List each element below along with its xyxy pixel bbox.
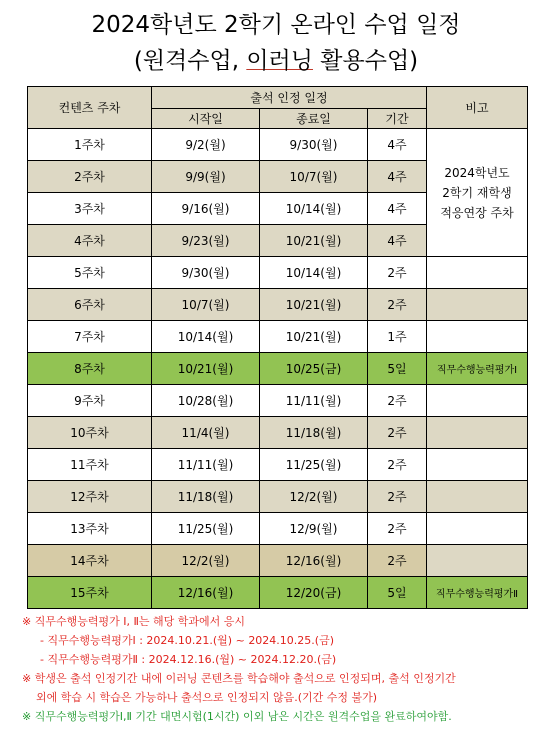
cell-end: 12/20(금) — [260, 577, 368, 609]
cell-end: 10/14(월) — [260, 257, 368, 289]
cell-end: 12/16(월) — [260, 545, 368, 577]
cell-week: 9주차 — [28, 385, 152, 417]
cell-end: 10/21(월) — [260, 289, 368, 321]
cell-start: 9/9(월) — [152, 161, 260, 193]
cell-note: 직무수행능력평가Ⅱ — [427, 577, 528, 609]
subtitle-underlined: 이러닝 — [246, 48, 313, 74]
cell-period: 4주 — [368, 225, 427, 257]
table-row — [28, 513, 528, 545]
cell-period: 4주 — [368, 129, 427, 161]
cell-start: 10/21(월) — [152, 353, 260, 385]
table-row — [28, 417, 528, 449]
cell-week: 13주차 — [28, 513, 152, 545]
table-row — [28, 449, 528, 481]
table-row — [28, 129, 528, 161]
note-3: ※ 직무수행능력평가Ⅰ,Ⅱ 기간 대면시험(1시간) 이외 남은 시간은 원격수업을 완료하여야함. — [22, 710, 452, 723]
header-start: 시작일 — [152, 109, 260, 129]
cell-note: 직무수행능력평가Ⅰ — [427, 353, 528, 385]
cell-week: 11주차 — [28, 449, 152, 481]
cell-start: 9/16(월) — [152, 193, 260, 225]
cell-week: 2주차 — [28, 161, 152, 193]
cell-week: 14주차 — [28, 545, 152, 577]
note-1: ※ 직무수행능력평가 Ⅰ, Ⅱ는 해당 학과에서 응시 — [22, 615, 245, 628]
subtitle-prefix: (원격수업, — [133, 48, 247, 74]
cell-note — [427, 289, 528, 321]
cell-start: 11/11(월) — [152, 449, 260, 481]
cell-start: 10/7(월) — [152, 289, 260, 321]
cell-end: 10/14(월) — [260, 193, 368, 225]
note-1a: - 직무수행능력평가Ⅰ : 2024.10.21.(월) ~ 2024.10.25.(금) — [40, 634, 335, 647]
table-row — [28, 481, 528, 513]
cell-period: 2주 — [368, 257, 427, 289]
cell-note — [427, 257, 528, 289]
cell-week: 15주차 — [28, 577, 152, 609]
cell-start: 9/2(월) — [152, 129, 260, 161]
cell-note — [427, 321, 528, 353]
merged-note-line: 적응연장 주차 — [440, 205, 514, 220]
schedule-table — [27, 86, 528, 609]
cell-start: 12/16(월) — [152, 577, 260, 609]
header-note: 비고 — [427, 87, 528, 129]
header-week: 컨텐츠 주차 — [28, 87, 152, 129]
cell-end: 12/9(월) — [260, 513, 368, 545]
cell-start: 11/18(월) — [152, 481, 260, 513]
page-subtitle — [0, 42, 552, 75]
cell-week: 8주차 — [28, 353, 152, 385]
table-row — [28, 353, 528, 385]
cell-start: 10/14(월) — [152, 321, 260, 353]
note-1b: - 직무수행능력평가Ⅱ : 2024.12.16.(월) ~ 2024.12.20.(금) — [40, 653, 337, 666]
cell-note — [427, 385, 528, 417]
cell-end: 10/7(월) — [260, 161, 368, 193]
cell-note — [427, 545, 528, 577]
header-period: 기간 — [368, 109, 427, 129]
cell-note — [427, 417, 528, 449]
table-row — [28, 545, 528, 577]
cell-end: 11/11(월) — [260, 385, 368, 417]
cell-end: 12/2(월) — [260, 481, 368, 513]
cell-note — [427, 449, 528, 481]
cell-period: 5일 — [368, 353, 427, 385]
cell-period: 4주 — [368, 193, 427, 225]
cell-period: 2주 — [368, 513, 427, 545]
cell-start: 11/4(월) — [152, 417, 260, 449]
cell-period: 2주 — [368, 385, 427, 417]
cell-week: 4주차 — [28, 225, 152, 257]
cell-note — [427, 513, 528, 545]
table-row — [28, 577, 528, 609]
cell-period: 2주 — [368, 545, 427, 577]
cell-period: 2주 — [368, 417, 427, 449]
cell-end: 11/18(월) — [260, 417, 368, 449]
table-row — [28, 257, 528, 289]
cell-note — [427, 481, 528, 513]
page-title: 2024학년도 2학기 온라인 수업 일정 — [91, 12, 461, 38]
note-2b: 외에 학습 시 학습은 가능하나 출석으로 인정되지 않음.(기간 수정 불가) — [36, 691, 378, 704]
note-2: ※ 학생은 출석 인정기간 내에 이러닝 콘텐츠를 학습해야 출석으로 인정되며, 출석 인정기간 — [22, 672, 456, 685]
cell-week: 10주차 — [28, 417, 152, 449]
cell-end: 10/21(월) — [260, 225, 368, 257]
cell-start: 9/23(월) — [152, 225, 260, 257]
cell-period: 2주 — [368, 449, 427, 481]
cell-week: 3주차 — [28, 193, 152, 225]
cell-period: 4주 — [368, 161, 427, 193]
cell-period: 2주 — [368, 481, 427, 513]
cell-period: 1주 — [368, 321, 427, 353]
header-attendance: 출석 인정 일정 — [152, 87, 427, 109]
cell-end: 11/25(월) — [260, 449, 368, 481]
cell-start: 9/30(월) — [152, 257, 260, 289]
cell-end: 10/21(월) — [260, 321, 368, 353]
cell-start: 11/25(월) — [152, 513, 260, 545]
notes-section — [22, 612, 542, 726]
table-row — [28, 385, 528, 417]
schedule-rows — [28, 129, 528, 609]
cell-period: 2주 — [368, 289, 427, 321]
cell-end: 9/30(월) — [260, 129, 368, 161]
merged-note-line: 2학기 재학생 — [442, 185, 512, 200]
cell-start: 10/28(월) — [152, 385, 260, 417]
cell-week: 6주차 — [28, 289, 152, 321]
cell-week: 12주차 — [28, 481, 152, 513]
cell-note-merged — [427, 129, 528, 257]
merged-note-line: 2024학년도 — [444, 165, 510, 180]
subtitle-suffix: 활용수업) — [312, 48, 419, 74]
cell-week: 1주차 — [28, 129, 152, 161]
cell-week: 7주차 — [28, 321, 152, 353]
header-end: 종료일 — [260, 109, 368, 129]
table-row — [28, 321, 528, 353]
cell-period: 5일 — [368, 577, 427, 609]
table-row — [28, 289, 528, 321]
cell-end: 10/25(금) — [260, 353, 368, 385]
cell-week: 5주차 — [28, 257, 152, 289]
cell-start: 12/2(월) — [152, 545, 260, 577]
